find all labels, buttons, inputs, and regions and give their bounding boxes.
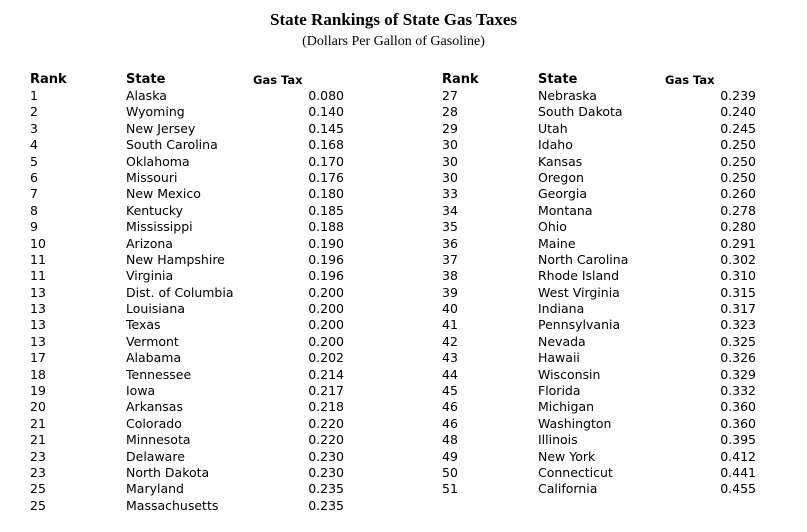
table-header xyxy=(30,72,360,88)
rank-cell: 4 xyxy=(30,137,38,153)
state-cell: South Carolina xyxy=(126,137,218,153)
state-cell: Nebraska xyxy=(538,88,597,103)
gas-tax-cell: 0.230 xyxy=(308,448,344,464)
gas-tax-cell: 0.214 xyxy=(308,366,344,382)
table-row xyxy=(30,104,360,120)
state-cell: Missouri xyxy=(126,169,178,185)
gas-tax-cell: 0.170 xyxy=(308,153,344,169)
rank-cell: 13 xyxy=(30,317,46,333)
state-cell: Georgia xyxy=(538,186,588,202)
rankings-table-left xyxy=(30,72,360,514)
gas-tax-cell: 0.196 xyxy=(308,268,344,284)
rank-cell: 30 xyxy=(442,137,458,153)
state-cell: Indiana xyxy=(538,301,585,317)
table-row xyxy=(442,154,772,170)
state-cell: Connecticut xyxy=(538,464,613,480)
table-row xyxy=(30,350,360,366)
rank-cell: 51 xyxy=(442,481,458,497)
gas-tax-cell: 0.145 xyxy=(308,120,344,136)
rank-cell: 46 xyxy=(442,399,458,415)
rank-cell: 13 xyxy=(30,301,46,317)
table-row xyxy=(30,383,360,399)
gas-tax-cell: 0.326 xyxy=(720,350,756,366)
table-row xyxy=(442,186,772,202)
gas-tax-cell: 0.360 xyxy=(720,399,756,415)
rank-cell: 9 xyxy=(30,219,38,235)
gas-tax-cell: 0.323 xyxy=(720,317,756,333)
state-cell: Wyoming xyxy=(126,104,185,120)
rank-cell: 36 xyxy=(442,235,458,251)
table-row xyxy=(30,399,360,415)
state-cell: California xyxy=(538,481,598,497)
state-cell: Virginia xyxy=(126,268,174,284)
gas-tax-cell: 0.329 xyxy=(720,366,756,382)
table-row xyxy=(30,285,360,301)
table-row xyxy=(442,465,772,481)
rank-cell: 11 xyxy=(30,251,46,267)
rank-cell: 34 xyxy=(442,202,458,218)
state-cell: Oregon xyxy=(538,169,584,185)
gas-tax-cell: 0.260 xyxy=(720,186,756,202)
gas-tax-cell: 0.455 xyxy=(720,481,756,497)
rank-cell: 2 xyxy=(30,104,38,120)
state-column-header: State xyxy=(126,72,166,87)
table-row xyxy=(442,236,772,252)
state-cell: Utah xyxy=(538,120,568,136)
table-row xyxy=(30,268,360,284)
state-cell: North Carolina xyxy=(538,251,629,267)
table-row xyxy=(442,449,772,465)
table-row xyxy=(30,252,360,268)
table-row xyxy=(442,170,772,186)
table-row xyxy=(442,121,772,137)
state-cell: Hawaii xyxy=(538,350,580,366)
gas-tax-cell: 0.188 xyxy=(308,219,344,235)
state-cell: Delaware xyxy=(126,448,185,464)
gas-tax-cell: 0.218 xyxy=(308,399,344,415)
page-title: State Rankings of State Gas Taxes xyxy=(269,10,517,29)
state-cell: Maine xyxy=(538,235,576,251)
rank-cell: 42 xyxy=(442,333,458,349)
rank-column-header: Rank xyxy=(30,72,67,87)
state-cell: New York xyxy=(538,448,596,464)
rank-cell: 20 xyxy=(30,399,46,415)
rank-cell: 46 xyxy=(442,415,458,431)
gas-tax-cell: 0.140 xyxy=(308,104,344,120)
gas-tax-cell: 0.220 xyxy=(308,432,344,448)
rank-cell: 21 xyxy=(30,415,46,431)
table-row xyxy=(442,137,772,153)
state-cell: Arizona xyxy=(126,235,173,251)
rank-cell: 27 xyxy=(442,88,458,103)
table-row xyxy=(30,137,360,153)
gas-tax-cell: 0.200 xyxy=(308,301,344,317)
table-row xyxy=(30,449,360,465)
rank-cell: 37 xyxy=(442,251,458,267)
gas-tax-cell: 0.250 xyxy=(720,169,756,185)
table-row xyxy=(442,268,772,284)
gas-tax-cell: 0.230 xyxy=(308,464,344,480)
gas-tax-cell: 0.200 xyxy=(308,333,344,349)
table-row xyxy=(442,219,772,235)
rank-cell: 25 xyxy=(30,481,46,497)
table-row xyxy=(442,252,772,268)
gas-tax-cell: 0.412 xyxy=(720,448,756,464)
state-cell: Tennessee xyxy=(126,366,192,382)
gas-tax-cell: 0.310 xyxy=(720,268,756,284)
table-row xyxy=(442,104,772,120)
gas-tax-cell: 0.196 xyxy=(308,251,344,267)
rank-cell: 49 xyxy=(442,448,458,464)
state-cell: West Virginia xyxy=(538,284,620,300)
table-row xyxy=(30,88,360,104)
gas-tax-cell: 0.235 xyxy=(308,481,344,497)
state-cell: Rhode Island xyxy=(538,268,620,284)
gas-tax-cell: 0.395 xyxy=(720,432,756,448)
rank-cell: 6 xyxy=(30,169,38,185)
rankings-table-right xyxy=(442,72,772,498)
table-row xyxy=(30,498,360,514)
rank-cell: 13 xyxy=(30,333,46,349)
gas-tax-cell: 0.180 xyxy=(308,186,344,202)
rank-cell: 11 xyxy=(30,268,46,284)
state-cell: Kansas xyxy=(538,153,583,169)
rank-cell: 19 xyxy=(30,383,46,399)
state-cell: Washington xyxy=(538,415,612,431)
state-cell: Pennsylvania xyxy=(538,317,621,333)
table-row xyxy=(30,170,360,186)
table-row xyxy=(442,416,772,432)
table-body xyxy=(30,88,360,514)
state-cell: Maryland xyxy=(126,481,184,497)
table-row xyxy=(30,154,360,170)
table-row xyxy=(30,334,360,350)
state-cell: Michigan xyxy=(538,399,595,415)
table-row xyxy=(442,285,772,301)
state-cell: Alabama xyxy=(126,350,182,366)
state-cell: Louisiana xyxy=(126,301,186,317)
gas-tax-cell: 0.168 xyxy=(308,137,344,153)
rank-cell: 33 xyxy=(442,186,458,202)
table-row xyxy=(30,219,360,235)
rank-cell: 29 xyxy=(442,120,458,136)
gas-tax-cell: 0.280 xyxy=(720,219,756,235)
gas-tax-cell: 0.235 xyxy=(308,497,344,513)
gas-tax-column-header: Gas Tax xyxy=(253,73,303,87)
rank-column-header: Rank xyxy=(442,72,479,87)
state-column-header: State xyxy=(538,72,578,87)
state-cell: Kentucky xyxy=(126,202,184,218)
state-cell: North Dakota xyxy=(126,464,210,480)
table-row xyxy=(30,416,360,432)
gas-tax-cell: 0.239 xyxy=(720,88,756,103)
gas-tax-cell: 0.080 xyxy=(308,88,344,103)
gas-tax-cell: 0.185 xyxy=(308,202,344,218)
rank-cell: 44 xyxy=(442,366,458,382)
state-cell: Florida xyxy=(538,383,581,399)
rank-cell: 21 xyxy=(30,432,46,448)
gas-tax-cell: 0.202 xyxy=(308,350,344,366)
state-cell: Illinois xyxy=(538,432,578,448)
gas-tax-cell: 0.302 xyxy=(720,251,756,267)
table-row xyxy=(442,481,772,497)
rank-cell: 13 xyxy=(30,284,46,300)
gas-tax-cell: 0.250 xyxy=(720,153,756,169)
gas-tax-cell: 0.240 xyxy=(720,104,756,120)
state-cell: New Jersey xyxy=(126,120,196,136)
rank-cell: 8 xyxy=(30,202,38,218)
state-cell: Wisconsin xyxy=(538,366,601,382)
rank-cell: 39 xyxy=(442,284,458,300)
table-row xyxy=(30,203,360,219)
state-cell: Colorado xyxy=(126,415,182,431)
table-body xyxy=(442,88,772,498)
table-row xyxy=(442,301,772,317)
gas-tax-cell: 0.325 xyxy=(720,333,756,349)
table-row xyxy=(30,236,360,252)
rank-cell: 5 xyxy=(30,153,38,169)
rank-cell: 40 xyxy=(442,301,458,317)
rank-cell: 30 xyxy=(442,153,458,169)
rank-cell: 28 xyxy=(442,104,458,120)
gas-tax-cell: 0.332 xyxy=(720,383,756,399)
rank-cell: 48 xyxy=(442,432,458,448)
rank-cell: 38 xyxy=(442,268,458,284)
rank-cell: 43 xyxy=(442,350,458,366)
gas-tax-cell: 0.176 xyxy=(308,169,344,185)
state-cell: New Hampshire xyxy=(126,251,225,267)
table-row xyxy=(442,88,772,104)
table-row xyxy=(30,186,360,202)
state-cell: Oklahoma xyxy=(126,153,190,169)
state-cell: Vermont xyxy=(126,333,179,349)
rank-cell: 23 xyxy=(30,464,46,480)
rank-cell: 25 xyxy=(30,497,46,513)
rank-cell: 50 xyxy=(442,464,458,480)
gas-tax-cell: 0.291 xyxy=(720,235,756,251)
state-cell: Montana xyxy=(538,202,593,218)
table-row xyxy=(442,317,772,333)
state-cell: Ohio xyxy=(538,219,567,235)
table-row xyxy=(30,317,360,333)
rank-cell: 18 xyxy=(30,366,46,382)
rank-cell: 7 xyxy=(30,186,38,202)
gas-tax-cell: 0.315 xyxy=(720,284,756,300)
gas-tax-cell: 0.245 xyxy=(720,120,756,136)
state-cell: Idaho xyxy=(538,137,573,153)
table-row xyxy=(30,121,360,137)
table-row xyxy=(442,334,772,350)
rank-cell: 17 xyxy=(30,350,46,366)
table-row xyxy=(442,367,772,383)
state-cell: Iowa xyxy=(126,383,156,399)
gas-tax-cell: 0.190 xyxy=(308,235,344,251)
rank-cell: 10 xyxy=(30,235,46,251)
rank-cell: 1 xyxy=(30,88,38,103)
table-row xyxy=(30,481,360,497)
gas-tax-cell: 0.441 xyxy=(720,464,756,480)
state-cell: Minnesota xyxy=(126,432,191,448)
rank-cell: 3 xyxy=(30,120,38,136)
rank-cell: 45 xyxy=(442,383,458,399)
state-cell: Arkansas xyxy=(126,399,183,415)
gas-tax-cell: 0.278 xyxy=(720,202,756,218)
rank-cell: 35 xyxy=(442,219,458,235)
gas-tax-column-header: Gas Tax xyxy=(665,73,715,87)
table-row xyxy=(442,432,772,448)
state-cell: Mississippi xyxy=(126,219,193,235)
table-row xyxy=(442,383,772,399)
table-row xyxy=(30,465,360,481)
state-cell: Massachusetts xyxy=(126,497,219,513)
gas-tax-cell: 0.360 xyxy=(720,415,756,431)
table-row xyxy=(30,367,360,383)
state-cell: New Mexico xyxy=(126,186,201,202)
table-row xyxy=(442,350,772,366)
page-subtitle: (Dollars Per Gallon of Gasoline) xyxy=(302,34,485,49)
state-cell: South Dakota xyxy=(538,104,623,120)
table-row xyxy=(442,399,772,415)
state-cell: Dist. of Columbia xyxy=(126,284,234,300)
rank-cell: 30 xyxy=(442,169,458,185)
table-row xyxy=(442,203,772,219)
table-header xyxy=(442,72,772,88)
state-cell: Alaska xyxy=(126,88,167,103)
gas-tax-cell: 0.200 xyxy=(308,317,344,333)
table-row xyxy=(30,301,360,317)
gas-tax-cell: 0.217 xyxy=(308,383,344,399)
gas-tax-cell: 0.220 xyxy=(308,415,344,431)
table-row xyxy=(30,432,360,448)
gas-tax-cell: 0.250 xyxy=(720,137,756,153)
gas-tax-cell: 0.200 xyxy=(308,284,344,300)
rank-cell: 41 xyxy=(442,317,458,333)
state-cell: Nevada xyxy=(538,333,586,349)
rank-cell: 23 xyxy=(30,448,46,464)
state-cell: Texas xyxy=(126,317,161,333)
gas-tax-cell: 0.317 xyxy=(720,301,756,317)
